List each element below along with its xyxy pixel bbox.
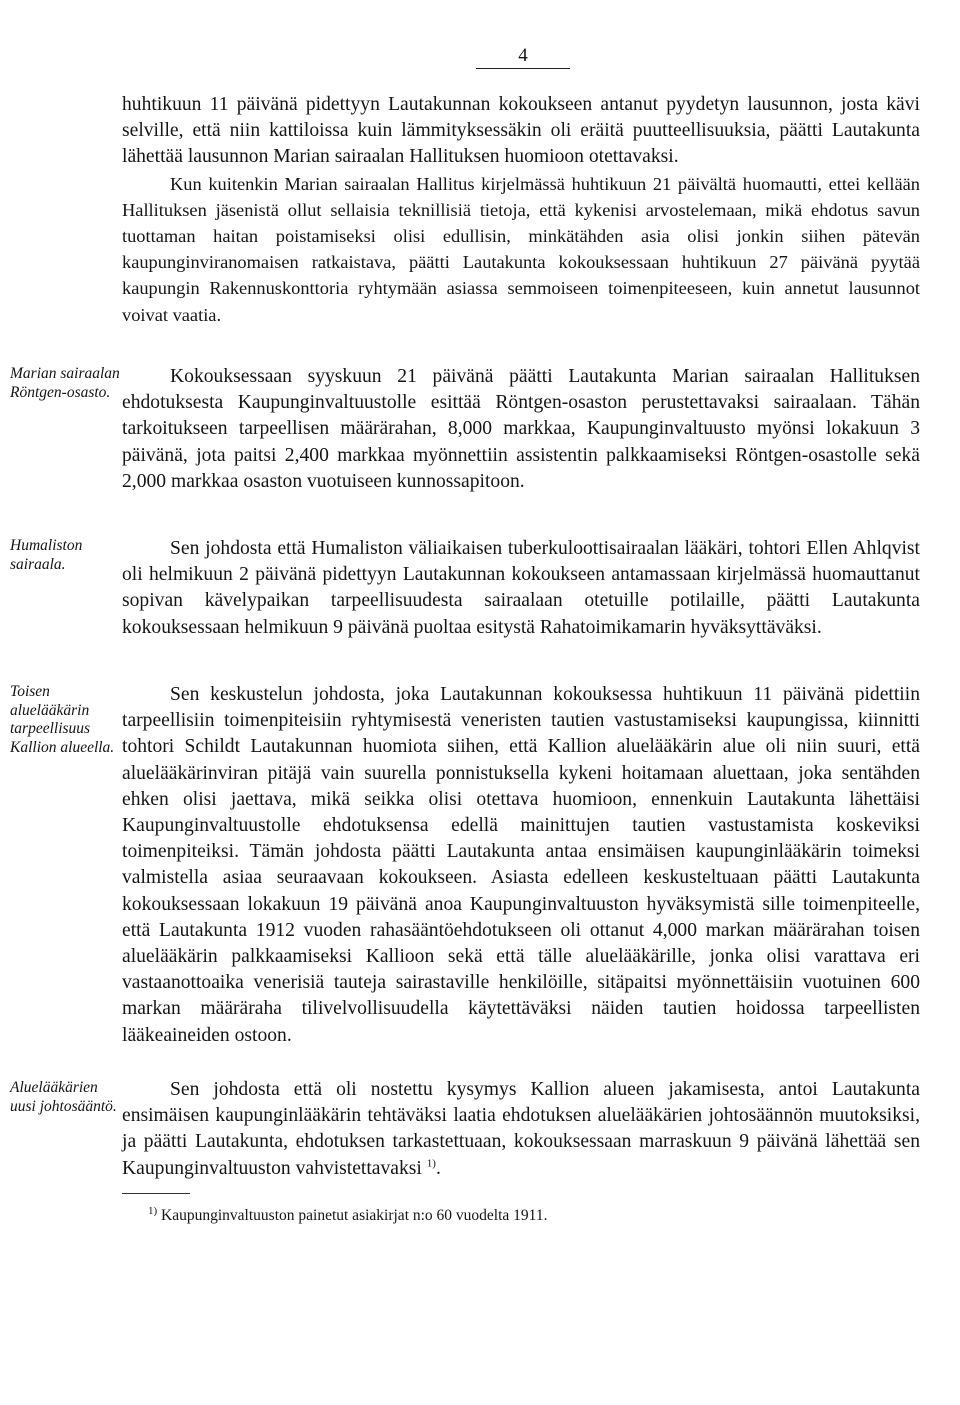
footnote-marker: 1) [426, 1157, 436, 1170]
section-kallio [122, 682, 920, 1049]
paragraph: Kokouksessaan syyskuun 21 päivänä päätti Lautakunta Marian sairaalan Hallituksen ehdotuksesta Kaupunginvaltuustolle esittää Röntgen-osaston perustettavaksi sairaalaan. Tähän tarkoitukseen tarpeellisen määrärahan, 8,000 markkaa, Kaupunginvaltuusto myönsi lokakuun 3 päivänä, jota paitsi 2,400 markkaa myönnettiin assistentin palkkaamiseksi Röntgen-osastolle sekä 2,000 markkaa osaston vuotuiseen kunnossapitoon. [122, 366, 920, 492]
paragraph: huhtikuun 11 päivänä pidettyyn Lautakunnan kokoukseen antanut pyydetyn lausunnon, josta kävi selville, että niin kattiloissa kuin lämmityksessäkin oli eräitä puutteellisuuksia, päätti Lautakunta lähettää lausunnon Marian sairaalan Hallituksen huomioon otettavaksi. [122, 94, 920, 168]
paragraph: Sen johdosta että oli nostettu kysymys Kallion alueen jakamisesta, antoi Lautakunta ensimäisen kaupunginlääkärin tehtäväksi laatia ehdotuksen aluelääkärien johtosäännön muutoksiksi, ja päätti Lautakunta, ehdotuksen tarkastettuaan, kokouksessaan marraskuun 9 päivänä lähettää sen Kaupunginvaltuuston vahvistettavaksi $^{1)}$. [122, 1079, 920, 1179]
paragraph: Sen keskustelun johdosta, joka Lautakunnan kokouksessa huhtikuun 11 päivänä pidettiin tarpeellisiin toimenpiteisiin ryhtymisestä veneristen tautien vastustamiseksi kaupungissa, kiinnitti tohtori Schildt Lautakunnan huomiota siihen, että Kallion aluelääkärin alue oli niin suuri, että aluelääkärinviran pitäjä vain suurella ponnistuksella kykeni hoitamaan aluettaan, joka sentähden ehken olisi jaettava, mikä seikka olisi otettava huomioon, ennenkuin Lautakunta lähettäisi Kaupunginvaltuustolle ehdotuksensa edellä mainittujen tautien vastustamista koskeviksi toimenpiteiksi. Tämän johdosta päätti Lautakunta antaa ensimäisen kaupunginlääkärin toimeksi valmistella asiaa seuraavaan kokoukseen. Asiasta edelleen keskusteltuaan päätti Lautakunta kokouksessaan lokakuun 19 päivänä anoa Kaupunginvaltuuston hyväksymistä sille toimenpiteelle, että Lautakunta 1912 vuoden rahasääntöehdotukseen oli ottanut 4,000 markan määrärahan toisen aluelääkärin palkkaamiseksi Kallioon sekä että tälle aluelääkärille, jonka olisi varattava eri vastaanottoaika venerisiä tauteja sairastaville henkilöille, sitäpaitsi myönnettäisiin vuotuinen 600 markan määräraha tilivelvollisuudella käytettäväksi näiden tautien hoidossa tarpeellisten lääkeaineiden ostoon. [122, 684, 920, 1046]
paragraph-text: Sen johdosta että oli nostettu kysymys Kallion alueen jakamisesta, antoi Lautakunta ensimäisen kaupunginlääkärin tehtäväksi laatia ehdotuksen aluelääkärien johtosäännön muutoksiksi, ja päätti Lautakunta, ehdotuksen tarkastettuaan, kokouksessaan marraskuun 9 päivänä lähettää sen Kaupunginvaltuuston vahvistettavaksi [122, 1079, 920, 1179]
footnote-text: Kaupunginvaltuuston painetut asiakirjat n:o 60 vuodelta 1911. [161, 1207, 548, 1224]
section-humalisto [122, 536, 920, 641]
footnote [148, 1206, 547, 1226]
footnote-rule [122, 1193, 190, 1194]
paragraph: Sen johdosta että Humaliston väliaikaisen tuberkuloottisairaalan lääkäri, tohtori Ellen Ahlqvist oli helmikuun 2 päivänä pidettyyn Lautakunnan kokoukseen antamassaan kirjelmässä huomauttanut sopivan kävelypaikan tarpeellisuudesta sairaalaan otetuille potilaille, päätti Lautakunta kokouksessaan helmikuun 9 päivänä puoltaa esitystä Rahatoimikamarin hyväksyttäväksi. [122, 538, 920, 638]
margin-note-rontgen: Marian sairaalan Röntgen-osasto. [10, 365, 120, 401]
section-continuation [122, 92, 920, 328]
paragraph: Kun kuitenkin Marian sairaalan Hallitus kirjelmässä huhtikuun 21 päivältä huomautti, ettei kellään Hallituksen jäsenistä ollut sellaisia teknillisiä tietoja, että kykenisi arvostelemaan, mikä ehdotus savun tuottaman haitan poistamiseksi olisi edullisin, minkätähden asia olisi jonkin siihen pätevän kaupunginviranomaisen ratkaistava, päätti Lautakunta kokouksessaan huhtikuun 27 päivänä pyytää kaupungin Rakennuskonttoria ryhtymään asiassa semmoiseen toimenpiteeseen, kuin annetut lausunnot voivat vaatia. [122, 173, 920, 325]
margin-note-kallio: Toisen aluelääkärin tarpeellisuus Kallion alueella. [10, 683, 115, 756]
footnote-marker: 1) [148, 1204, 158, 1217]
margin-note-johtosaanto: Aluelääkärien uusi johtosääntö. [10, 1079, 117, 1115]
section-johtosaanto [122, 1077, 920, 1182]
section-rontgen [122, 364, 920, 495]
margin-note-humalisto: Humaliston sairaala. [10, 537, 83, 573]
page-number: 4 [476, 46, 570, 69]
